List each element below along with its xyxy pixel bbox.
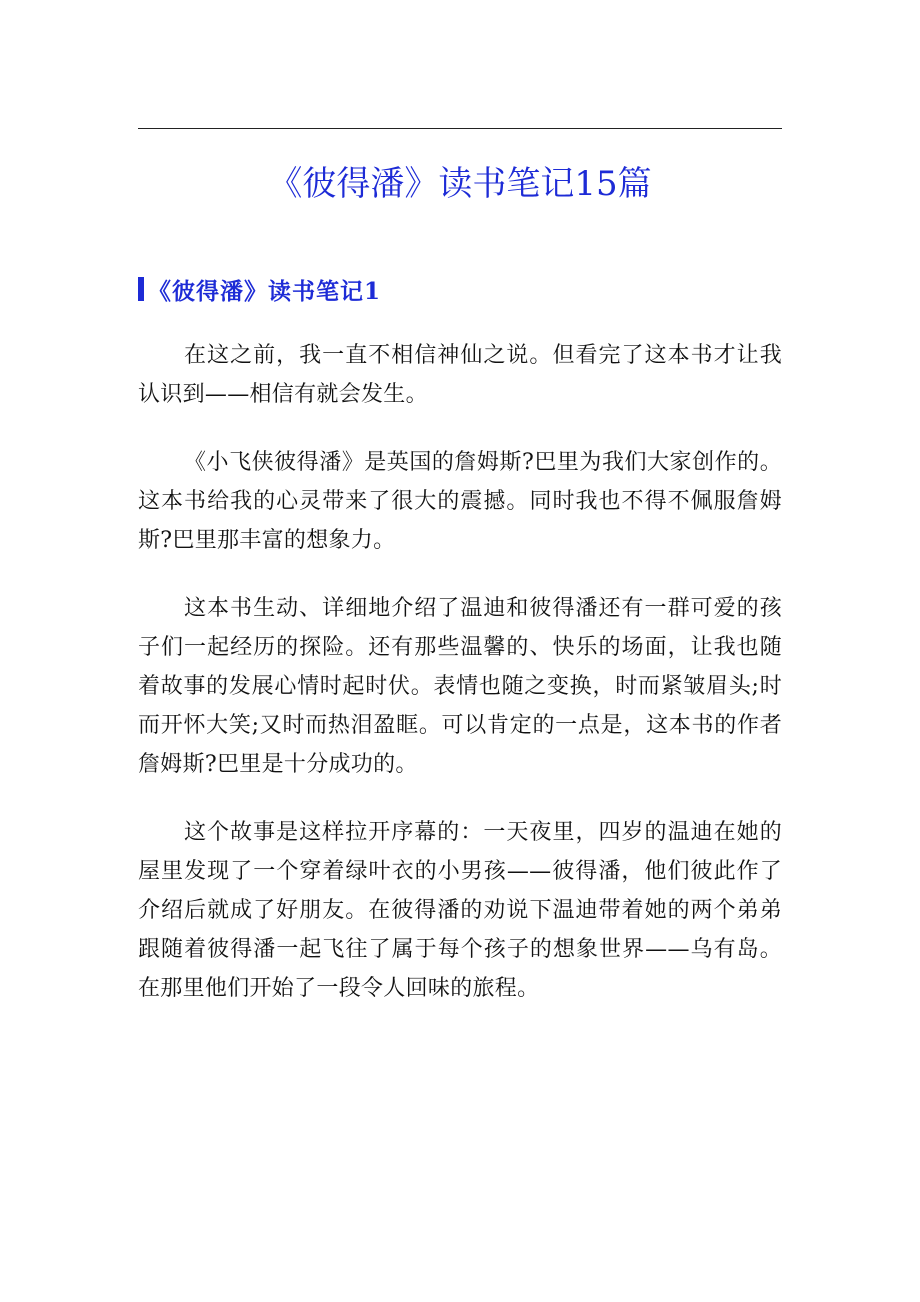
heading-marker-bar (138, 277, 144, 301)
section-heading (138, 272, 381, 306)
paragraph-1: 在这之前，我一直不相信神仙之说。但看完了这本书才让我认识到——相信有就会发生。 (138, 343, 782, 407)
paragraph-2: 《小飞侠彼得潘》是英国的詹姆斯?巴里为我们大家创作的。这本书给我的心灵带来了很大的震撼。同时我也不得不佩服詹姆斯?巴里那丰富的想象力。 (138, 450, 782, 553)
paragraph-4: 这个故事是这样拉开序幕的：一天夜里，四岁的温迪在她的屋里发现了一个穿着绿叶衣的小男孩——彼得潘，他们彼此作了介绍后就成了好朋友。在彼得潘的劝说下温迪带着她的两个弟弟跟随着彼得潘一起飞往了属于每个孩子的想象世界——乌有岛。在那里他们开始了一段令人回味的旅程。 (138, 820, 782, 1001)
paragraph-3: 这本书生动、详细地介绍了温迪和彼得潘还有一群可爱的孩子们一起经历的探险。还有那些温馨的、快乐的场面，让我也随着故事的发展心情时起时伏。表情也随之变换，时而紧皱眉头;时而开怀大笑;又时而热泪盈眶。可以肯定的一点是，这本书的作者詹姆斯?巴里是十分成功的。 (138, 596, 782, 777)
document-body (138, 336, 782, 1037)
top-divider (138, 128, 782, 129)
section-heading-text: 《彼得潘》读书笔记1 (148, 277, 382, 305)
document-title: 《彼得潘》读书笔记15篇 (268, 164, 652, 204)
